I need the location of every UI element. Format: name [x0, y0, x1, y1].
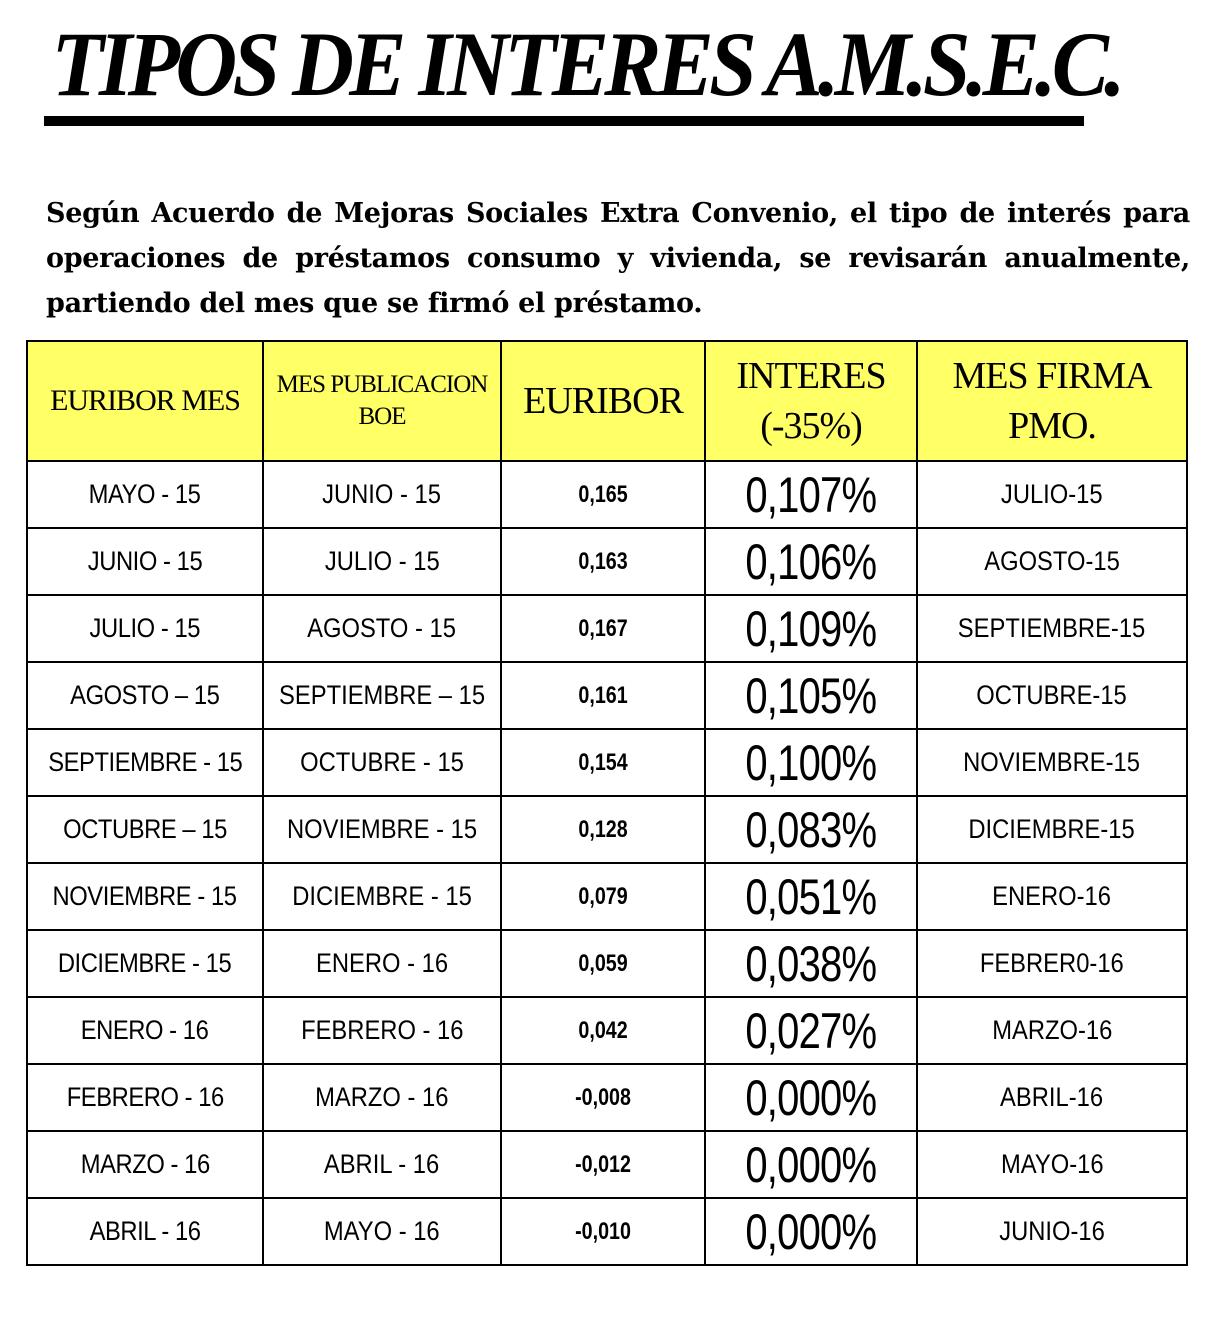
title-block — [44, 13, 1121, 118]
cell-mes-publicacion: FEBRERO - 16 — [263, 997, 501, 1064]
intro-paragraph: Según Acuerdo de Mejoras Sociales Extra Convenio, el tipo de interés para operaciones de préstamos consumo y vivienda, se revisarán anualmente, partiendo del mes que se firmó el préstamo. — [46, 198, 1190, 319]
cell-mes-publicacion: JUNIO - 15 — [263, 461, 501, 528]
cell-mes-publicacion: MARZO - 16 — [263, 1064, 501, 1131]
cell-mes-publicacion: OCTUBRE - 15 — [263, 729, 501, 796]
cell-mes-firma: DICIEMBRE-15 — [917, 796, 1187, 863]
cell-mes-firma: ENERO-16 — [917, 863, 1187, 930]
cell-mes-publicacion: AGOSTO - 15 — [263, 595, 501, 662]
cell-euribor: -0,012 — [501, 1131, 705, 1198]
cell-mes-firma: JULIO-15 — [917, 461, 1187, 528]
cell-mes-firma: SEPTIEMBRE-15 — [917, 595, 1187, 662]
cell-euribor-mes: JUNIO - 15 — [27, 528, 263, 595]
table-row — [27, 930, 1187, 997]
cell-euribor-mes: OCTUBRE – 15 — [27, 796, 263, 863]
table-row — [27, 863, 1187, 930]
cell-mes-publicacion: NOVIEMBRE - 15 — [263, 796, 501, 863]
table-row — [27, 1198, 1187, 1265]
table-row — [27, 595, 1187, 662]
cell-euribor: -0,008 — [501, 1064, 705, 1131]
table-row — [27, 729, 1187, 796]
header-mes-firma — [917, 341, 1187, 461]
cell-interes: 0,100% — [705, 729, 917, 796]
table-row — [27, 1064, 1187, 1131]
cell-mes-firma: MAYO-16 — [917, 1131, 1187, 1198]
cell-mes-publicacion: MAYO - 16 — [263, 1198, 501, 1265]
cell-mes-firma: FEBRER0-16 — [917, 930, 1187, 997]
table-row — [27, 528, 1187, 595]
cell-mes-firma: OCTUBRE-15 — [917, 662, 1187, 729]
header-interes — [705, 341, 917, 461]
table-row — [27, 1131, 1187, 1198]
cell-interes: 0,105% — [705, 662, 917, 729]
cell-interes: 0,038% — [705, 930, 917, 997]
table-row — [27, 796, 1187, 863]
header-euribor — [501, 341, 705, 461]
cell-euribor-mes: ABRIL - 16 — [27, 1198, 263, 1265]
cell-mes-publicacion: DICIEMBRE - 15 — [263, 863, 501, 930]
cell-euribor: 0,165 — [501, 461, 705, 528]
cell-euribor-mes: NOVIEMBRE - 15 — [27, 863, 263, 930]
table-row — [27, 997, 1187, 1064]
table-body — [27, 461, 1187, 1265]
cell-interes: 0,000% — [705, 1064, 917, 1131]
cell-euribor: 0,079 — [501, 863, 705, 930]
table-row — [27, 461, 1187, 528]
cell-interes: 0,106% — [705, 528, 917, 595]
cell-euribor-mes: FEBRERO - 16 — [27, 1064, 263, 1131]
table-header — [27, 341, 1187, 461]
cell-mes-firma: AGOSTO-15 — [917, 528, 1187, 595]
cell-euribor-mes: DICIEMBRE - 15 — [27, 930, 263, 997]
cell-euribor: 0,128 — [501, 796, 705, 863]
cell-mes-firma: NOVIEMBRE-15 — [917, 729, 1187, 796]
header-euribor-mes-label: EURIBOR MES — [50, 384, 240, 417]
header-mes-publicacion — [263, 341, 501, 461]
cell-euribor-mes: ENERO - 16 — [27, 997, 263, 1064]
cell-euribor-mes: AGOSTO – 15 — [27, 662, 263, 729]
cell-mes-firma: MARZO-16 — [917, 997, 1187, 1064]
cell-euribor: 0,042 — [501, 997, 705, 1064]
cell-interes: 0,107% — [705, 461, 917, 528]
cell-interes: 0,000% — [705, 1198, 917, 1265]
cell-euribor-mes: JULIO - 15 — [27, 595, 263, 662]
cell-interes: 0,051% — [705, 863, 917, 930]
cell-euribor-mes: MAYO - 15 — [27, 461, 263, 528]
cell-euribor: -0,010 — [501, 1198, 705, 1265]
cell-mes-publicacion: JULIO - 15 — [263, 528, 501, 595]
cell-interes: 0,083% — [705, 796, 917, 863]
header-mes-publicacion-line2: BOE — [358, 403, 406, 430]
interest-rates-table — [26, 340, 1188, 1266]
table-row — [27, 662, 1187, 729]
cell-interes: 0,027% — [705, 997, 917, 1064]
cell-interes: 0,000% — [705, 1131, 917, 1198]
cell-euribor: 0,163 — [501, 528, 705, 595]
cell-euribor-mes: MARZO - 16 — [27, 1131, 263, 1198]
cell-euribor: 0,161 — [501, 662, 705, 729]
header-euribor-mes — [27, 341, 263, 461]
cell-euribor: 0,167 — [501, 595, 705, 662]
page-title: TIPOS DE INTERES A.M.S.E.C. — [51, 13, 1121, 115]
title-underline — [44, 116, 1084, 126]
header-row — [27, 341, 1187, 461]
cell-mes-firma: JUNIO-16 — [917, 1198, 1187, 1265]
cell-mes-publicacion: ENERO - 16 — [263, 930, 501, 997]
header-euribor-label: EURIBOR — [523, 380, 683, 422]
cell-mes-firma: ABRIL-16 — [917, 1064, 1187, 1131]
cell-interes: 0,109% — [705, 595, 917, 662]
cell-euribor: 0,059 — [501, 930, 705, 997]
header-mes-publicacion-line1: MES PUBLICACION — [276, 371, 488, 398]
header-mes-firma-line2: PMO. — [1008, 405, 1096, 447]
header-interes-line2: (-35%) — [760, 405, 862, 447]
header-interes-line1: INTERES — [736, 355, 886, 397]
cell-euribor-mes: SEPTIEMBRE - 15 — [27, 729, 263, 796]
cell-mes-publicacion: SEPTIEMBRE – 15 — [263, 662, 501, 729]
cell-euribor: 0,154 — [501, 729, 705, 796]
header-mes-firma-line1: MES FIRMA — [952, 355, 1152, 397]
cell-mes-publicacion: ABRIL - 16 — [263, 1131, 501, 1198]
